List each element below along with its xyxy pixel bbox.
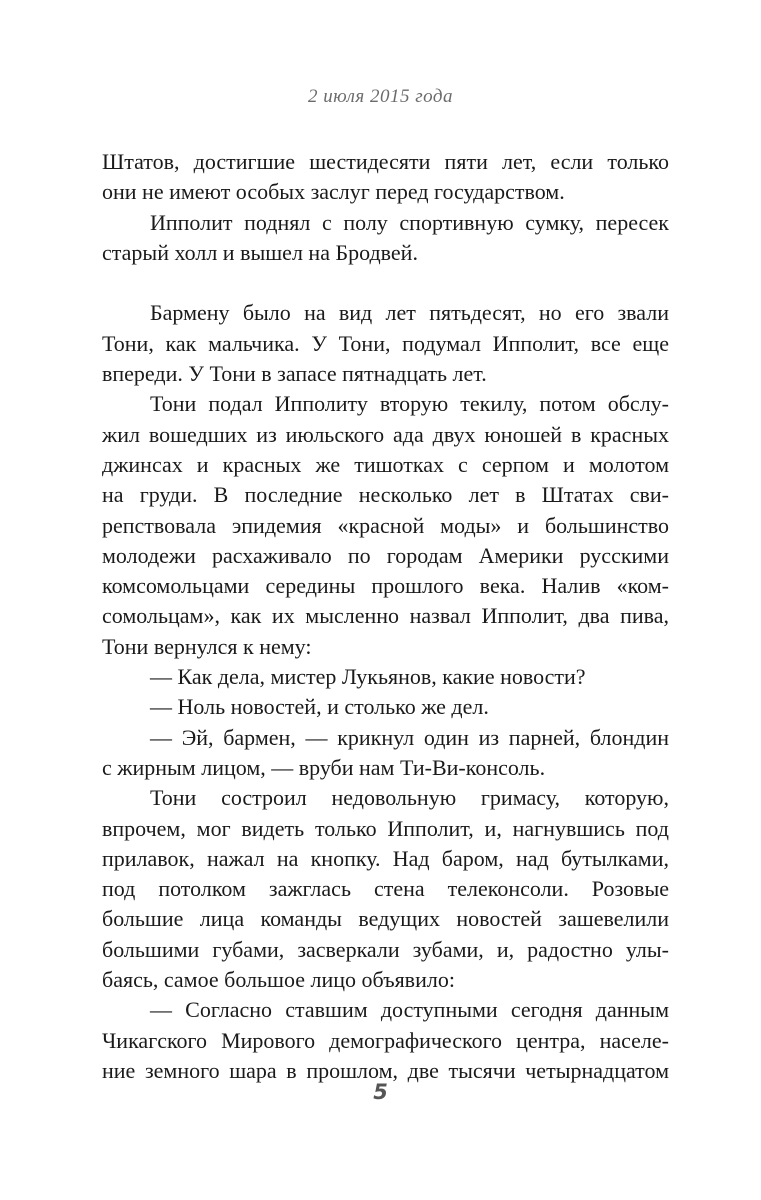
text-line: прилавок, нажал на кнопку. Над баром, над бутылками, [102, 845, 669, 871]
dialogue-line: — Ноль новостей, и столько же дел. [150, 694, 489, 720]
text-line: Тони, как мальчика. У Тони, подумал Ипполит, все еще [102, 330, 669, 356]
text-line: ние земного шара в прошлом, две тысячи четырнадцатом [102, 1057, 669, 1083]
text-line: впрочем, мог видеть только Ипполит, и, нагнувшись под [102, 815, 669, 841]
dialogue-line: — Как дела, мистер Лукьянов, какие новости? [150, 664, 586, 690]
text-line: Тони состроил недовольную гримасу, которую, [150, 785, 669, 811]
text-line: жил вошедших из июльского ада двух юношей в красных [102, 421, 669, 447]
running-head: 2 июля 2015 года [307, 86, 454, 107]
text-line: большие лица команды ведущих новостей зашевелили [102, 906, 669, 932]
text-line: джинсах и красных же тишотках с серпом и молотом [102, 451, 669, 477]
text-line: Бармену было на вид лет пятьдесят, но его звали [150, 300, 669, 326]
body-text [102, 147, 669, 1086]
dialogue-line: — Эй, бармен, — крикнул один из парней, блондин [150, 724, 669, 750]
text-line: Тони подал Ипполиту вторую текилу, потом обслу- [150, 391, 669, 417]
text-line: Ипполит поднял с полу спортивную сумку, пересек [150, 209, 669, 235]
text-line: комсомольцами середины прошлого века. Налив «ком- [102, 573, 669, 599]
text-line: большими губами, засверкали зубами, и, радостно улы- [102, 936, 669, 962]
text-line: Тони вернулся к нему: [102, 633, 312, 659]
dialogue-line: — Согласно ставшим доступными сегодня данным [150, 997, 669, 1023]
text-line: баясь, самое большое лицо объявило: [102, 967, 455, 993]
text-line: репствовала эпидемия «красной моды» и большинство [102, 512, 669, 538]
text-line: старый холл и вышел на Бродвей. [102, 239, 418, 265]
text-line: Чикагского Мирового демографического центра, населе- [102, 1027, 669, 1053]
text-line: впереди. У Тони в запасе пятнадцать лет. [102, 361, 487, 387]
text-line: с жирным лицом, — вруби нам Ти-Ви-консоль. [102, 754, 546, 780]
text-line: они не имеют особых заслуг перед государством. [102, 179, 565, 205]
page-number: 5 [373, 1080, 388, 1104]
text-line: молодежи расхаживало по городам Америки русскими [102, 542, 669, 568]
text-line: Штатов, достигшие шестидесяти пяти лет, если только [102, 149, 669, 174]
text-line: под потолком зажглась стена телеконсоли. Розовые [102, 876, 669, 902]
text-line: на груди. В последние несколько лет в Штатах сви- [102, 482, 669, 508]
text-line: сомольцам», как их мысленно назвал Ипполит, два пива, [102, 603, 669, 629]
section-break [102, 268, 669, 298]
